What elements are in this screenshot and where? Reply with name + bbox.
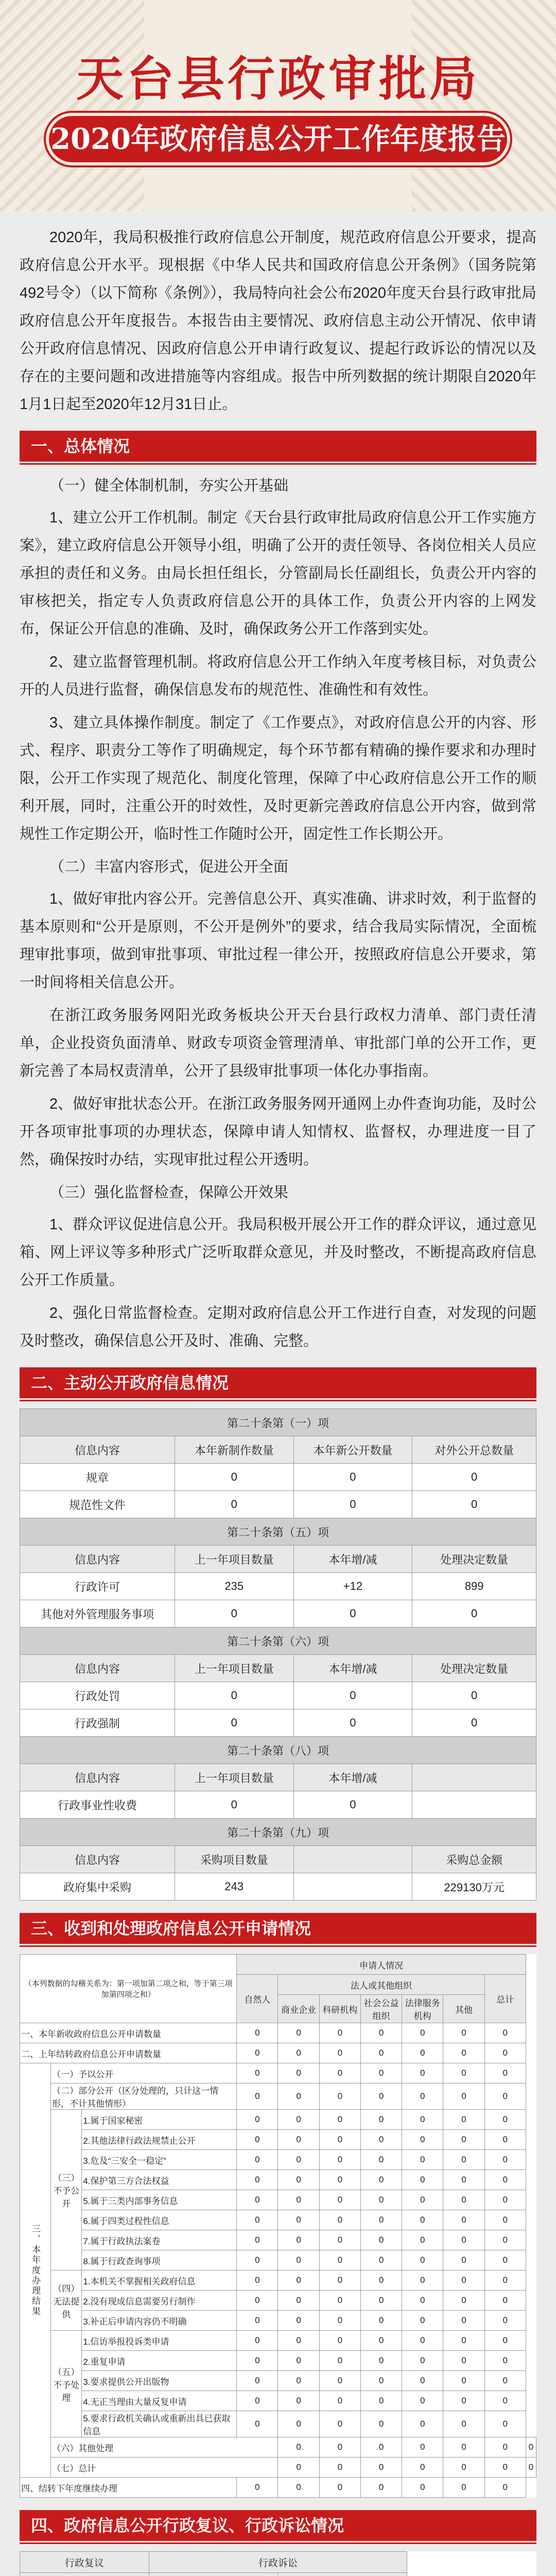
- table-row: 5.属于三类内部事务信息 0 0 0 0 0 0 0: [20, 2190, 536, 2210]
- table-row: 行政强制 0 0 0: [20, 1709, 536, 1737]
- table-header-cell: 上一年项目数量: [175, 1655, 293, 1682]
- table-row: 7.属于行政执法案卷 0 0 0 0 0 0 0: [20, 2230, 536, 2250]
- table-row: 3.补正后申请内容仍不明确 0 0 0 0 0 0 0: [20, 2311, 536, 2331]
- table-header-cell: 信息内容: [20, 1764, 175, 1791]
- table-row: 5.要求行政机关确认或重新出具已获取信息 0 0 0 0 0 0 0: [20, 2411, 536, 2437]
- table-header-cell: 上一年项目数量: [175, 1764, 293, 1791]
- table-header-cell: [412, 1764, 536, 1791]
- overview-subheading-3: （三）强化监督检查，保障公开效果: [49, 1184, 289, 1201]
- table-row: （二）部分公开（区分处理的，只计这一情形，不计其他情形） 0 0 0 0 0 0 0: [20, 2083, 536, 2110]
- overview-paragraph-8: 2、强化日常监督检查。定期对政府信息公开工作进行自查，对发现的问题及时整改，确保信息公开及时、准确、完整。: [20, 1305, 536, 1349]
- table-row: 规范性文件 0 0 0: [20, 1491, 536, 1518]
- table-row: 2.其他法律行政法规禁止公开 0 0 0 0 0 0 0: [20, 2130, 536, 2150]
- overview-paragraph-7: 1、群众评议促进信息公开。我局积极开展公开工作的群众评议，通过意见箱、网上评议等多种形式广泛听取群众意见，并及时整改，不断提高政府信息公开工作质量。: [20, 1216, 536, 1289]
- table-row: 四、结转下年度继续办理 0 0 0 0 0 0 0: [20, 2478, 536, 2498]
- table-header-cell: 本年新公开数量: [293, 1436, 412, 1464]
- applicant-group-header: 申请人情况: [237, 1955, 526, 1975]
- section-active-disclosure-title: 二、主动公开政府信息情况: [20, 1367, 536, 1398]
- table-row: 一、本年新收政府信息公开申请数量 0 0 0 0 0 0 0: [20, 2023, 536, 2043]
- applications-table: （本列数据的勾稽关系为：第一项加第二项之和，等于第三项加第四项之和） 申请人情况 自然人 法人或其他组织 总计 商业企业 科研机构 社会公益组织 法律服务机构 其他 一、本年新收政府信息公开申请数量 0 0 0 0 0 0 0 二、上年结转政府信息公开申请数量 0 0 0 0 0 0 0 三、本年度办理结果 （一）予以公开 0 0 0 0 0 0 0 （二）部分公开（区分处理的，只计这一情形，不计其他情形） 0 0 0 0 0 0 0 （三）不予公开 1.属于国家秘密 0 0 0 0 0 0 0 2.其他法律行政法规禁止公开 0 0 0 0 0 0 0 3.危及“三安全一稳定” 0 0 0 0 0 0 0 4.保护第三方合法权益 0 0 0 0 0 0 0 5.属于三类内部事务信息 0 0 0 0 0 0 0 6.属于四类过程性信息 0 0 0 0 0 0 0 7.属于行政执法案卷 0 0 0 0 0 0 0 8.属于行政查询事项 0 0 0 0 0 0 0 （四）无法提供 1.本机关不掌握相关政府信息 0 0 0 0 0 0 0 2.没有现成信息需要另行制作 0 0 0 0 0 0 0 3.补正后申请内容仍不明确 0 0 0 0 0 0 0 （五）不予处理 1.信访举报投诉类申请 0 0 0 0 0 0 0 2.重复申请 0 0 0 0 0 0 0 3.要求提供公开出版物 0 0 0 0 0 0 0 4.无正当理由大量反复申请 0 0 0 0 0 0 0 5.要求行政机关确认或重新出具已获取信息 0 0 0 0 0 0 0 （六）其他处理 0 0 0 0 0 0 0 （七）总计 0 0 0 0 0 0 0 四、结转下年度继续办理 0 0 0 0 0 0 0: [20, 1954, 536, 2498]
- table-row: 4.无正当理由大量反复申请 0 0 0 0 0 0 0: [20, 2391, 536, 2411]
- table-row: 政府集中采购 243 229130万元: [20, 1873, 536, 1901]
- table-header-cell: 采购项目数量: [175, 1846, 293, 1873]
- table-row: 二、上年结转政府信息公开申请数量 0 0 0 0 0 0 0: [20, 2043, 536, 2063]
- intro-paragraph: 2020年，我局积极推行政府信息公开制度，规范政府信息公开要求，提高政府信息公开水平。现根据《中华人民共和国政府信息公开条例》（国务院第492号令）（以下简称《条例》），我局特向社会公布2020年度天台县行政审批局政府信息公开年度报告。本报告由主要情况、政府信息主动公开情况、依申请公开政府信息情况、因政府信息公开申请行政复议、提起行政诉讼的情况以及存在的主要问题和改进措施等内容组成。报告中所列数据的统计期限自2020年1月1日起至2020年12月31日止。: [20, 229, 536, 413]
- table-header-cell: 本年增/减: [293, 1655, 412, 1682]
- table-row: 2.没有现成信息需要另行制作 0 0 0 0 0 0 0: [20, 2291, 536, 2311]
- table-header-cell: 处理决定数量: [412, 1655, 536, 1682]
- overview-subheading-2: （二）丰富内容形式，促进公开全面: [49, 859, 289, 875]
- overview-paragraph-6: 2、做好审批状态公开。在浙江政务服务网开通网上办件查询功能，及时公开各项审批事项的办理状态，保障申请人知情权、监督权，办理进度一目了然，确保按时办结，实现审批过程公开透明。: [20, 1096, 536, 1168]
- table-row: 其他对外管理服务事项 0 0 0: [20, 1600, 536, 1628]
- report-header: [0, 0, 556, 211]
- review-litigation-table: 行政复议 行政诉讼: [20, 2551, 536, 2576]
- table-row: 6.属于四类过程性信息 0 0 0 0 0 0 0: [20, 2210, 536, 2230]
- table-header-cell: 本年增/减: [293, 1546, 412, 1573]
- table-row: （五）不予处理 1.信访举报投诉类申请 0 0 0 0 0 0 0: [20, 2331, 536, 2351]
- table-header-cell: 本年新制作数量: [175, 1436, 293, 1464]
- overview-subheading-1: （一）健全体制机制，夯实公开基础: [49, 478, 289, 494]
- table-group-title: 第二十条第（九）项: [20, 1819, 536, 1846]
- table-header-cell: 信息内容: [20, 1846, 175, 1873]
- table-header-cell: 本年增/减: [293, 1764, 412, 1791]
- section-review-litigation-title: 四、政府信息公开行政复议、行政诉讼情况: [20, 2510, 536, 2541]
- table-row: 行政处罚 0 0 0: [20, 1682, 536, 1709]
- table-row: （七）总计 0 0 0 0 0 0 0: [20, 2458, 536, 2478]
- active-disclosure-table: [20, 1409, 536, 1901]
- table-row: 3.危及“三安全一稳定” 0 0 0 0 0 0 0: [20, 2150, 536, 2170]
- table-header-cell: 信息内容: [20, 1655, 175, 1682]
- table-header-cell: 上一年项目数量: [175, 1546, 293, 1573]
- section-overview-title: 一、总体情况: [20, 431, 536, 462]
- table-row: （四）无法提供 1.本机关不掌握相关政府信息 0 0 0 0 0 0 0: [20, 2270, 536, 2291]
- table-row: 2.重复申请 0 0 0 0 0 0 0: [20, 2351, 536, 2371]
- agency-title: 天台县行政审批局: [76, 51, 480, 107]
- overview-paragraph-5: 在浙江政务服务网阳光政务板块公开天台县行政权力清单、部门责任清单，企业投资负面清单、财政专项资金管理清单、审批部门单的公开工作，更新完善了本局权责清单，公开了县级审批事项一体化办事指南。: [20, 1007, 536, 1079]
- report-subtitle-ribbon: 2020年政府信息公开工作年度报告: [49, 116, 507, 162]
- table-row: （三）不予公开 1.属于国家秘密 0 0 0 0 0 0 0: [20, 2110, 536, 2130]
- table-header-cell: 信息内容: [20, 1436, 175, 1464]
- table-row: 行政事业性收费 0 0: [20, 1791, 536, 1819]
- table-header-cell: 对外公开总数量: [412, 1436, 536, 1464]
- table-header-cell: 处理决定数量: [412, 1546, 536, 1573]
- table-header-cell: 信息内容: [20, 1546, 175, 1573]
- table-group-title: 第二十条第（五）项: [20, 1518, 536, 1546]
- table-group-title: 第二十条第（六）项: [20, 1628, 536, 1655]
- table-row: 3.要求提供公开出版物 0 0 0 0 0 0 0: [20, 2371, 536, 2391]
- section-applications-title: 三、收到和处理政府信息公开申请情况: [20, 1913, 536, 1944]
- table-header-cell: [293, 1846, 412, 1873]
- table-row: 三、本年度办理结果 （一）予以公开 0 0 0 0 0 0 0: [20, 2063, 536, 2083]
- overview-paragraph-4: 1、做好审批内容公开。完善信息公开、真实准确、讲求时效，利于监督的基本原则和“公开是原则，不公开是例外”的要求，结合我局实际情况，全面梳理审批事项，做到审批事项、审批过程一律公开，按照政府信息公开要求，第一时间将相关信息公开。: [20, 891, 536, 991]
- overview-paragraph-3: 3、建立具体操作制度。制定了《工作要点》，对政府信息公开的内容、形式、程序、职责分工等作了明确规定，每个环节都有精确的操作要求和办理时限，公开工作实现了规范化、制度化管理，保障了中心政府信息公开工作的顺利开展，同时，注重公开的时效性，及时更新完善政府信息公开内容，做到常规性工作定期公开，临时性工作随时公开，固定性工作长期公开。: [20, 715, 536, 842]
- table-row: 4.保护第三方合法权益 0 0 0 0 0 0 0: [20, 2170, 536, 2190]
- table-row: 8.属于行政查询事项 0 0 0 0 0 0 0: [20, 2250, 536, 2270]
- table-corner-note: （本列数据的勾稽关系为：第一项加第二项之和，等于第三项加第四项之和）: [20, 1955, 237, 2023]
- table-row: 规章 0 0 0: [20, 1464, 536, 1491]
- overview-paragraph-1: 1、建立公开工作机制。制定《天台县行政审批局政府信息公开工作实施方案》，建立政府信息公开领导小组，明确了公开的责任领导、各岗位相关人员应承担的责任和义务。由局长担任组长，分管副局长任副组长，负责公开内容的审核把关，指定专人负责政府信息公开的具体工作，负责公开内容的上网发布，保证公开信息的准确、及时，确保政务公开工作落到实处。: [20, 510, 536, 637]
- table-row: 行政许可 235 +12 899: [20, 1573, 536, 1600]
- overview-paragraph-2: 2、建立监督管理机制。将政府信息公开工作纳入年度考核目标，对负责公开的人员进行监督，确保信息发布的规范性、准确性和有效性。: [20, 654, 536, 698]
- table-header-cell: 采购总金额: [412, 1846, 536, 1873]
- table-group-title: 第二十条第（一）项: [20, 1409, 536, 1436]
- table-group-title: 第二十条第（八）项: [20, 1737, 536, 1764]
- table-row: （六）其他处理 0 0 0 0 0 0 0: [20, 2437, 536, 2458]
